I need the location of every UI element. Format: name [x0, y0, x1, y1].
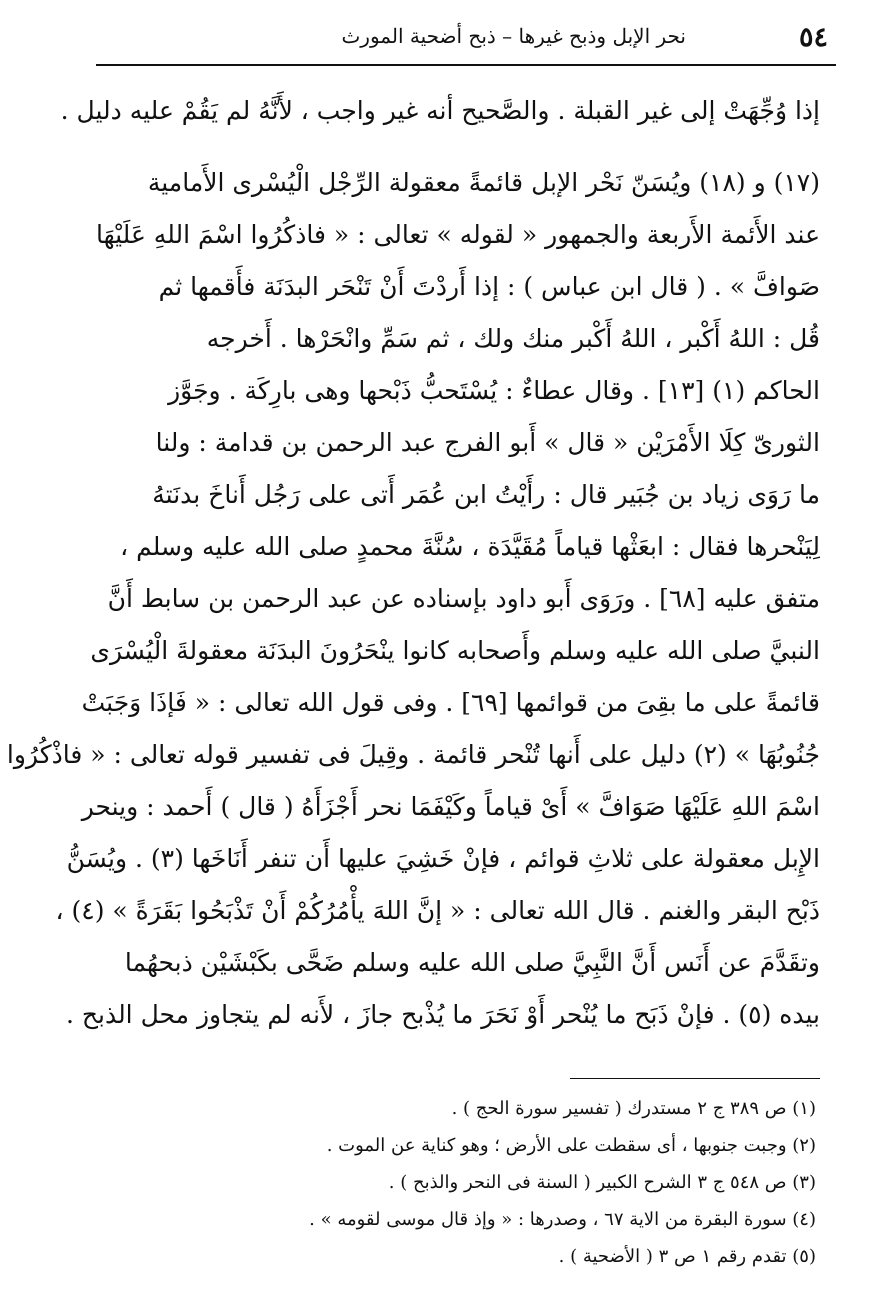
footnote-2: (٢) وجبت جنوبها ، أى سقطت على الأرض ؛ وهو كناية عن الموت .	[326, 1135, 816, 1156]
text-line: وتقَدَّمَ عن أَنَس أَنَّ النَّبِيَّ صلى الله عليه وسلم ضَحَّى بكَبْشَيْن ذبحهُما	[124, 948, 820, 977]
text-line: قائمةً على ما بقِىَ من قوائمها [٦٩] . وفى قول الله تعالى : « فَإذَا وَجَبَتْ	[81, 688, 820, 717]
text-line: إذا وُجِّهَتْ إلى غير القبلة . والصَّحيح أنه غير واجب ، لأَنَّهُ لم يَقُمْ عليه دليل .	[60, 96, 820, 125]
text-line: لِيَنْحرها فقال : ابعَثْها قياماً مُقَيَّدَة ، سُنَّةَ محمدٍ صلى الله عليه وسلم ،	[120, 532, 820, 561]
text-line: قُل : اللهُ أَكْبر ، اللهُ أَكْبر منك ولك ، ثم سَمِّ وانْحَرْها . أَخرجه	[206, 324, 820, 353]
header-title: نحر الإبل وذبح غيرها – ذبح أضحية المورث	[341, 24, 686, 48]
text-line: جُنُوبُهَا » (٢) دليل على أَنها تُنْحر قائمة . وقِيلَ فى تفسير قوله تعالى : « فاذْكُرُوا	[6, 740, 820, 769]
text-line: ذَبْح البقر والغنم . قال الله تعالى : « إنَّ اللهَ يأْمُرُكُمْ أَنْ تَذْبَحُوا بَقَرَةً » (٤) ،	[55, 896, 820, 925]
text-line: ما رَوَى زياد بن جُبَير قال : رأَيْتُ ابن عُمَر أَتى على رَجُل أَناخَ بدنَتهُ	[152, 480, 820, 509]
text-line: (١٧) و (١٨) ويُسَنّ نَحْر الإبل قائمةً معقولة الرِّجْل الْيُسْرى الأَمامية	[147, 168, 820, 197]
text-line: بيده (٥) . فإنْ ذَبَح ما يُنْحر أَوْ نَحَرَ ما يُذْبح جازَ ، لأَنه لم يتجاوز محل الذبح .	[65, 1000, 820, 1029]
footnote-rule	[570, 1078, 820, 1079]
page-number: ٥٤	[798, 22, 828, 53]
text-line: اسْمَ اللهِ عَلَيْهَا صَوَافَّ » أَىْ قياماً وكَيْفَمَا نحر أَجْزَأَهُ ( قال ) أَحمد : وينحر	[81, 792, 820, 821]
text-line: صَوافَّ » . ( قال ابن عباس ) : إذا أَردْتَ أَنْ تَنْحَر البدَنَة فأَقمها ثم	[158, 272, 820, 301]
main-text	[6, 85, 820, 1041]
text-line: عند الأَئمة الأَربعة والجمهور « لقوله » تعالى : « فاذكُرُوا اسْمَ اللهِ عَلَيْهَا	[95, 220, 820, 249]
text-line: الثورىّ كِلَا الأَمْرَيْن « قال » أَبو الفرج عبد الرحمن بن قدامة : ولنا	[155, 428, 820, 457]
running-header	[96, 10, 836, 58]
footnote-5: (٥) تقدم رقم ١ ص ٣ ( الأضحية ) .	[558, 1246, 816, 1267]
text-line: النبيَّ صلى الله عليه وسلم وأَصحابه كانوا ينْحَرُونَ البدَنَة معقولةَ الْيُسْرَى	[90, 636, 820, 665]
text-line: الإِبل معقولة على ثلاثِ قوائم ، فإنْ خَشِيَ عليها أَن تنفر أَنَاخَها (٣) . ويُسَنُّ	[66, 844, 820, 873]
footnote-4: (٤) سورة البقرة من الاية ٦٧ ، وصدرها : « وإذ قال موسى لقومه » .	[309, 1209, 816, 1230]
header-rule	[96, 64, 836, 66]
footnote-1: (١) ص ٣٨٩ ج ٢ مستدرك ( تفسير سورة الحج ) .	[451, 1098, 816, 1119]
text-line: متفق عليه [٦٨] . ورَوَى أَبو داود بإسناده عن عبد الرحمن بن سابط أَنَّ	[107, 584, 820, 613]
footnotes	[150, 1090, 816, 1275]
footnote-3: (٣) ص ٥٤٨ ج ٣ الشرح الكبير ( السنة فى النحر والذبح ) .	[388, 1172, 816, 1193]
text-line: الحاكم (١) [١٣] . وقال عطاءٌ : يُسْتَحبُّ ذَبْحها وهى بارِكَة . وجَوَّز	[168, 376, 820, 405]
